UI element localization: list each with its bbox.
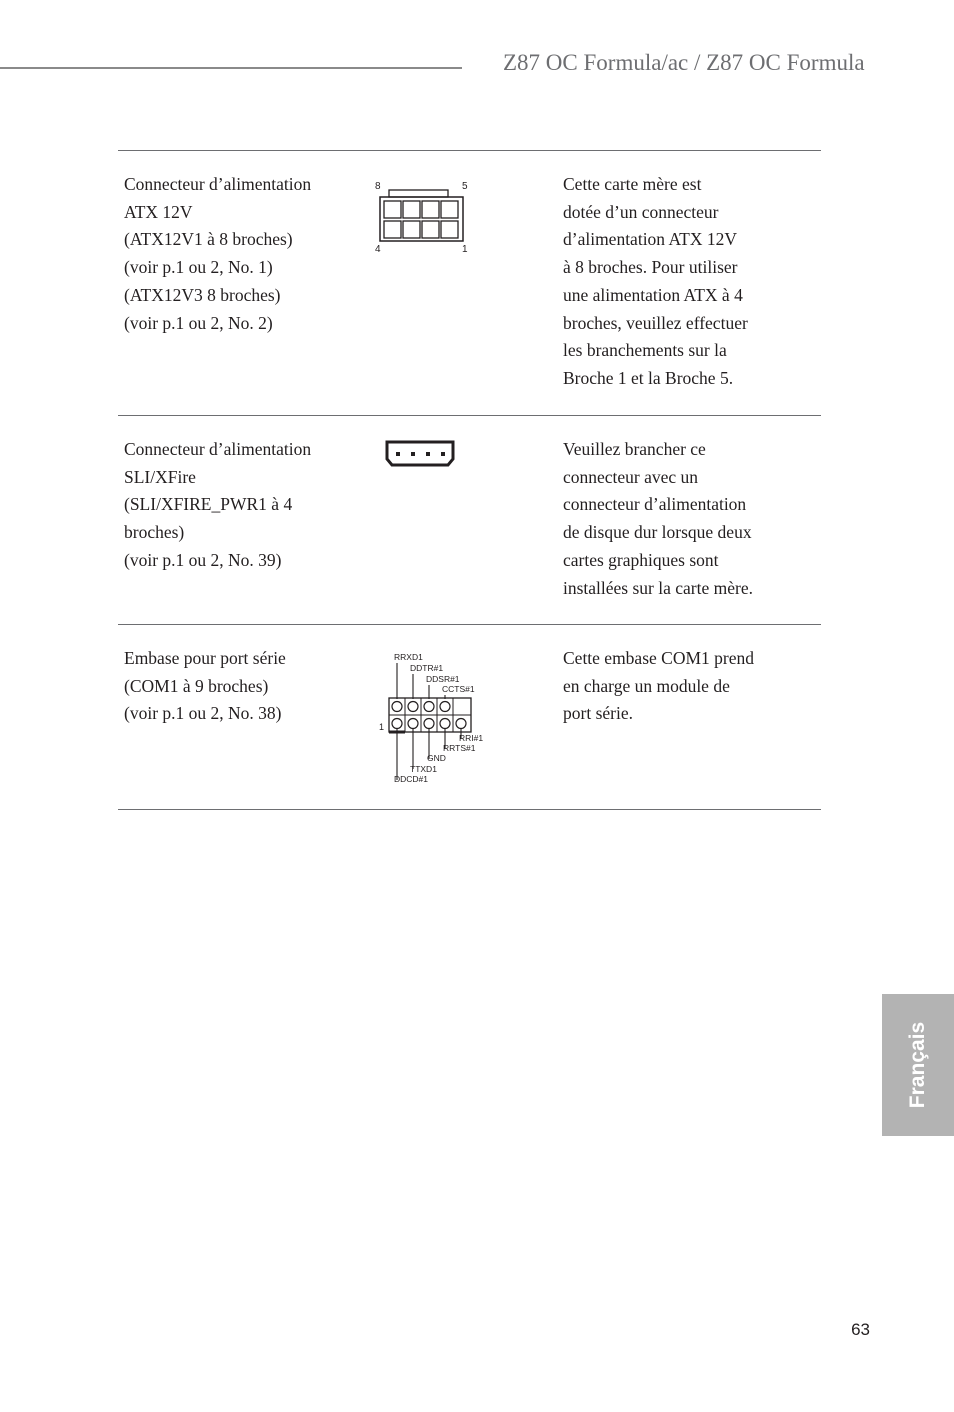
- pin-label-rrxd1: RRXD1: [394, 652, 423, 662]
- table-divider: [118, 150, 821, 151]
- language-label: Français: [906, 1021, 929, 1109]
- pin-label-rri1: RRI#1: [459, 733, 484, 743]
- pin-label-ttxd1: TTXD1: [410, 764, 437, 774]
- atx12v-connector-name: Connecteur d’alimentation ATX 12V (ATX12V1 à 8 broches) (voir p.1 ou 2, No. 1) (ATX12V3 8 broches) (voir p.1 ou 2, No. 2): [124, 174, 312, 333]
- language-side-tab: [882, 994, 954, 1136]
- pin-label-1: 1: [379, 722, 385, 732]
- pin-label-ccts1: CCTS#1: [442, 684, 475, 694]
- pin-label-gnd: GND: [427, 753, 446, 763]
- page-header-title: Z87 OC Formula/ac / Z87 OC Formula: [503, 50, 865, 75]
- atx12v-8pin-connector-diagram: [372, 176, 472, 256]
- pin-label-1: 1: [462, 244, 468, 255]
- header-rule: [0, 67, 462, 69]
- pin-label-4: 4: [375, 244, 381, 255]
- table-divider: [118, 624, 821, 625]
- pin-label-ddsr1: DDSR#1: [426, 674, 460, 684]
- page-number: 63: [851, 1320, 870, 1339]
- table-divider: [118, 415, 821, 416]
- sli-xfire-connector-name: Connecteur d’alimentation SLI/XFire (SLI/XFIRE_PWR1 à 4 broches) (voir p.1 ou 2, No. 39): [124, 439, 312, 570]
- pin-label-rrts1: RRTS#1: [443, 743, 476, 753]
- com1-header-name: Embase pour port série (COM1 à 9 broches) (voir p.1 ou 2, No. 38): [124, 648, 286, 724]
- table-divider: [118, 809, 821, 810]
- com1-9pin-header-diagram: [375, 648, 500, 788]
- com1-header-description: Cette embase COM1 prend en charge un module de port série.: [563, 648, 754, 724]
- pin-label-8: 8: [375, 181, 381, 192]
- pin-label-5: 5: [462, 181, 468, 192]
- sli-xfire-connector-description: Veuillez brancher ce connecteur avec un connecteur d’alimentation de disque dur lorsque deux cartes graphiques sont installées sur la carte mère.: [563, 439, 753, 598]
- atx12v-connector-description: Cette carte mère est dotée d’un connecteur d’alimentation ATX 12V à 8 broches. Pour utiliser une alimentation ATX à 4 broches, veuillez effectuer les branchements sur la Broche 1 et la Broche 5.: [563, 174, 748, 388]
- sli-xfire-4pin-connector-diagram: [382, 437, 458, 469]
- pin-label-ddcd1: DDCD#1: [394, 774, 429, 784]
- pin-label-ddtr1: DDTR#1: [410, 663, 444, 673]
